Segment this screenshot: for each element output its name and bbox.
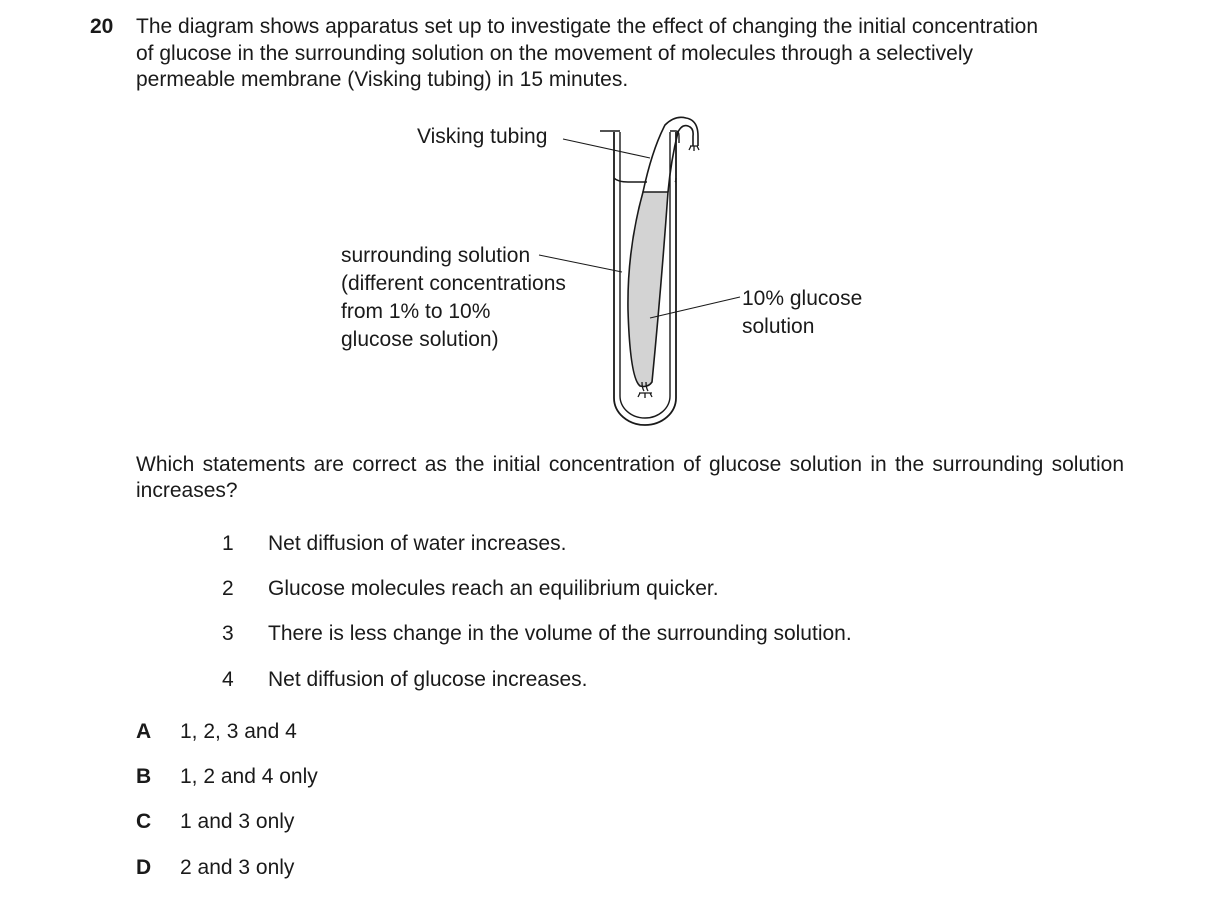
option-text: 1, 2 and 4 only — [180, 765, 318, 788]
question-prompt: Which statements are correct as the initial concentration of glucose solution in the surrounding solution increases? — [136, 453, 1124, 502]
inner-label-line-2: solution — [742, 315, 815, 338]
statement-number: 4 — [222, 668, 234, 691]
option-letter: C — [136, 810, 152, 833]
inner-label-line-1: 10% glucose — [742, 287, 863, 310]
surrounding-solution-label — [341, 242, 566, 354]
option-a[interactable] — [136, 719, 297, 745]
option-b[interactable] — [136, 764, 318, 790]
apparatus-diagram — [330, 110, 890, 430]
option-letter: A — [136, 720, 152, 743]
test-tube-rim — [600, 131, 679, 143]
visking-tubing-end — [689, 146, 699, 151]
option-letter: B — [136, 765, 152, 788]
statement-1 — [222, 531, 566, 557]
surrounding-label-line-2: (different concentrations — [341, 272, 566, 295]
statement-4 — [222, 667, 587, 693]
stem-line-1: The diagram shows apparatus set up to investigate the effect of changing the initial concentration — [136, 15, 1039, 38]
option-c[interactable] — [136, 809, 294, 835]
visking-tubing-sac — [628, 192, 668, 387]
stem-line-3: permeable membrane (Visking tubing) in 15 minutes. — [136, 68, 629, 91]
inner-glucose-leader — [650, 297, 740, 318]
question-stem — [136, 14, 1124, 94]
surrounding-label-line-4: glucose solution) — [341, 328, 499, 351]
option-text: 1, 2, 3 and 4 — [180, 720, 297, 743]
statement-3 — [222, 621, 852, 647]
statement-2 — [222, 576, 719, 602]
statement-text: Net diffusion of glucose increases. — [268, 668, 588, 691]
option-letter: D — [136, 856, 152, 879]
surrounding-label-line-1: surrounding solution — [341, 244, 531, 267]
surrounding-label-line-3: from 1% to 10% — [341, 300, 491, 323]
statement-number: 3 — [222, 622, 234, 645]
statement-text: Glucose molecules reach an equilibrium quicker. — [268, 577, 719, 600]
visking-tubing-label: Visking tubing — [417, 125, 548, 148]
stem-line-2: of glucose in the surrounding solution on the movement of molecules through a selectively — [136, 41, 973, 65]
inner-glucose-label — [742, 285, 862, 341]
question-number: 20 — [90, 15, 114, 38]
statement-text: There is less change in the volume of the surrounding solution. — [268, 622, 852, 645]
statement-number: 1 — [222, 532, 234, 555]
option-text: 2 and 3 only — [180, 856, 295, 879]
statement-number: 2 — [222, 577, 234, 600]
statement-text: Net diffusion of water increases. — [268, 532, 567, 555]
visking-tubing-leader — [563, 139, 650, 158]
option-text: 1 and 3 only — [180, 810, 295, 833]
option-d[interactable] — [136, 855, 294, 881]
